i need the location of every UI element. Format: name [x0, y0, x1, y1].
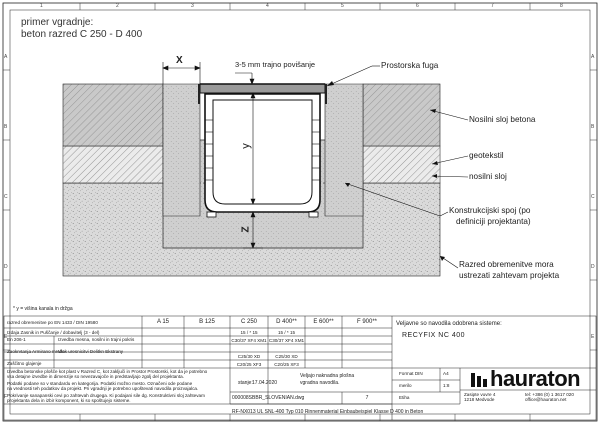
- logo-wordmark: hauraton: [490, 366, 581, 391]
- tb-scale-label: merilo: [399, 383, 412, 388]
- label-load-limit-1: Razred obremenitve mora: [459, 260, 554, 269]
- label-construction-joint-1: Konstrukcijski spoj (po: [449, 206, 531, 215]
- tb-grid-r2-c2: C25/30 XD: [275, 354, 298, 359]
- hauraton-logo-icon: [470, 371, 488, 389]
- grid-letter-top-7: 7: [491, 3, 494, 9]
- grid-letter-top-4: 4: [266, 3, 269, 9]
- grid-letter-right-b: B: [591, 124, 595, 130]
- grid-letter-top-2: 2: [116, 3, 119, 9]
- tb-class-d400: D 400**: [276, 319, 297, 325]
- tb-validity-1: Veljajo naknadna plošna: [300, 373, 355, 379]
- grid-letter-left-c: C: [4, 194, 8, 200]
- grid-letter-left-f: F: [4, 394, 8, 400]
- label-expansion-joint: Prostorska fuga: [381, 61, 439, 70]
- channel-inner: [213, 100, 312, 204]
- tb-x-d400: 15 / * 15: [277, 330, 296, 335]
- tb-left-row1-b: Izvedba mesna, nosilni in trajni pokris: [58, 337, 135, 342]
- base-course-right-bg: [363, 146, 440, 183]
- grid-letter-right-a: A: [591, 54, 595, 60]
- header-line-1: primer vgradnje:: [21, 17, 94, 28]
- tb-phone: tel: +386 (0) 1 3617 020: [525, 392, 574, 397]
- grid-letter-right-e: E: [591, 334, 595, 340]
- channel-foot-right: [309, 212, 318, 217]
- tb-grid-r1-c2: C30/37 XF4 XM1: [268, 338, 305, 343]
- tb-grid-r3-c2: C20/25 XF3: [274, 362, 299, 367]
- grid-letter-left-d: D: [4, 264, 8, 270]
- tb-date-value: 17.04.2020: [252, 380, 278, 386]
- grating: [200, 84, 325, 93]
- tb-note-3: Podatki podane so v standardu en kategorija. Podatki možno mesto. Označeni ode podane: [7, 381, 193, 386]
- label-load-bearing-concrete: Nosilni sloj betona: [469, 115, 536, 124]
- grid-letter-top-3: 3: [191, 3, 194, 9]
- footnote: * y = višina kanala in držga: [13, 306, 73, 312]
- tb-class-b125: B 125: [199, 319, 215, 325]
- tb-left-row2-a: Zaokrvtanja Armirano mreže: [7, 349, 65, 354]
- tb-class-f900: F 900**: [356, 319, 377, 325]
- tb-x-c250: 15 / * 15: [240, 330, 258, 335]
- dim-z-label: Z: [240, 226, 252, 233]
- tb-unit-label: Etiha: [399, 395, 410, 400]
- tb-class-e600: E 600**: [313, 319, 334, 325]
- grid-letter-right-c: C: [591, 194, 595, 200]
- concrete-haunch-right: [325, 84, 363, 216]
- tb-note-5: Pokrivanje sanapanski cevi po zahtevah drugega. Ki podajani sile dg. Konstruktivni sloj zahtevam: [7, 393, 205, 398]
- tb-address-2: 1218 Medvode: [464, 397, 495, 402]
- grid-letter-left-b: B: [4, 124, 8, 130]
- concrete-haunch-left: [163, 84, 200, 216]
- expansion-joint-left: [198, 84, 200, 104]
- grid-letter-top-1: 1: [40, 3, 43, 9]
- tb-validity-2: vgradna navodila.: [300, 380, 340, 386]
- label-load-bearing-layer: nosilni sloj: [469, 172, 507, 181]
- tb-row2-label: Izdaja Zasnik in Puščanje / dobavitelj (3 - del): [7, 330, 100, 335]
- tb-date-label: stanje:: [238, 380, 253, 386]
- header-line-2: beton razred C 250 - D 400: [21, 29, 143, 40]
- tb-note-6: projektanta dela in izbir komponent, ki so spoštujejo sisteme.: [7, 398, 131, 403]
- grid-letter-right-d: D: [591, 264, 595, 270]
- expansion-joint-right: [325, 84, 327, 104]
- grid-letter-top-6: 6: [416, 3, 419, 9]
- grid-letter-left-e: E: [4, 334, 8, 340]
- grid-letter-top-8: 8: [560, 3, 563, 9]
- tb-file-name: 000008SBBR_SLOVENIAN.dwg: [232, 395, 305, 401]
- dim-y-label: y: [239, 143, 252, 149]
- hauraton-logo: [470, 366, 590, 391]
- base-course-left-bg: [63, 146, 163, 183]
- tb-left-row3-a: Zaščitno glajenje: [7, 361, 42, 366]
- tb-class-a15: A 15: [156, 319, 169, 325]
- label-load-limit-2: ustrezati zahtevam projekta: [459, 271, 560, 280]
- grid-letter-top-5: 5: [341, 3, 344, 9]
- tb-row1-label: razred obremenitve po EN 1433 / DIN 19580: [7, 320, 98, 325]
- elevation-note: 3-5 mm trajno povišanje: [235, 60, 316, 69]
- channel-foot-left: [207, 212, 216, 217]
- tb-class-c250: C 250: [240, 319, 257, 325]
- tb-title-line-2: RECYFIX NC 400: [402, 332, 466, 339]
- tb-scale-value: 1:8: [443, 383, 450, 388]
- tb-grid-r1-c1: C30/37 XF4 XM1: [231, 338, 267, 343]
- tb-note-1: Izvedba betonske plošče kot plast v Razred C, kot zaključi in Prostor Prostorski, kot da je potrebno: [7, 369, 208, 374]
- tb-grid-r3-c1: C20/25 XF3: [236, 362, 262, 367]
- grid-letter-left-a: A: [4, 54, 8, 60]
- tb-sheet-number: 7: [365, 395, 369, 401]
- tb-left-row2-b: Vlak uresnicitvi Delitkn Ekstrany: [58, 349, 124, 354]
- tb-left-row1-a: En 206-1: [7, 337, 26, 342]
- slab-left-hatch: [63, 84, 163, 146]
- dim-x-label: X: [176, 55, 183, 66]
- tb-note-2: vsa detajne izvedbe in dimenzije so nevezavajoče in predstavljajo zgolj del projektanta.: [7, 374, 184, 379]
- tb-format-label: Format DIN: [399, 371, 423, 376]
- tb-address-1: Zasipte vuvre 4: [464, 392, 496, 397]
- slab-right-hatch: [363, 84, 440, 146]
- tb-title-line-1: Veljavne so navodila odobrena sisteme:: [396, 321, 502, 327]
- label-geotextile: geotekstil: [469, 151, 504, 160]
- tb-grid-r2-c1: C25/30 XD: [237, 354, 261, 359]
- label-construction-joint-2: definiciji projektanta): [456, 217, 531, 226]
- tb-email: office@hauraton.net: [525, 397, 567, 402]
- tb-note-4: na vrednosti teh podatkov da projekt. Pri vgradnji je potrebno upoštevati navodila proizvajalca.: [7, 386, 199, 391]
- tb-format-value: A4: [443, 371, 449, 376]
- tb-footer-desc: RF-NX013 UL SNL-400 Typ 010 Rinnenmaterial Einbaubeispiel Klasse D 400 in Beton: [232, 409, 424, 415]
